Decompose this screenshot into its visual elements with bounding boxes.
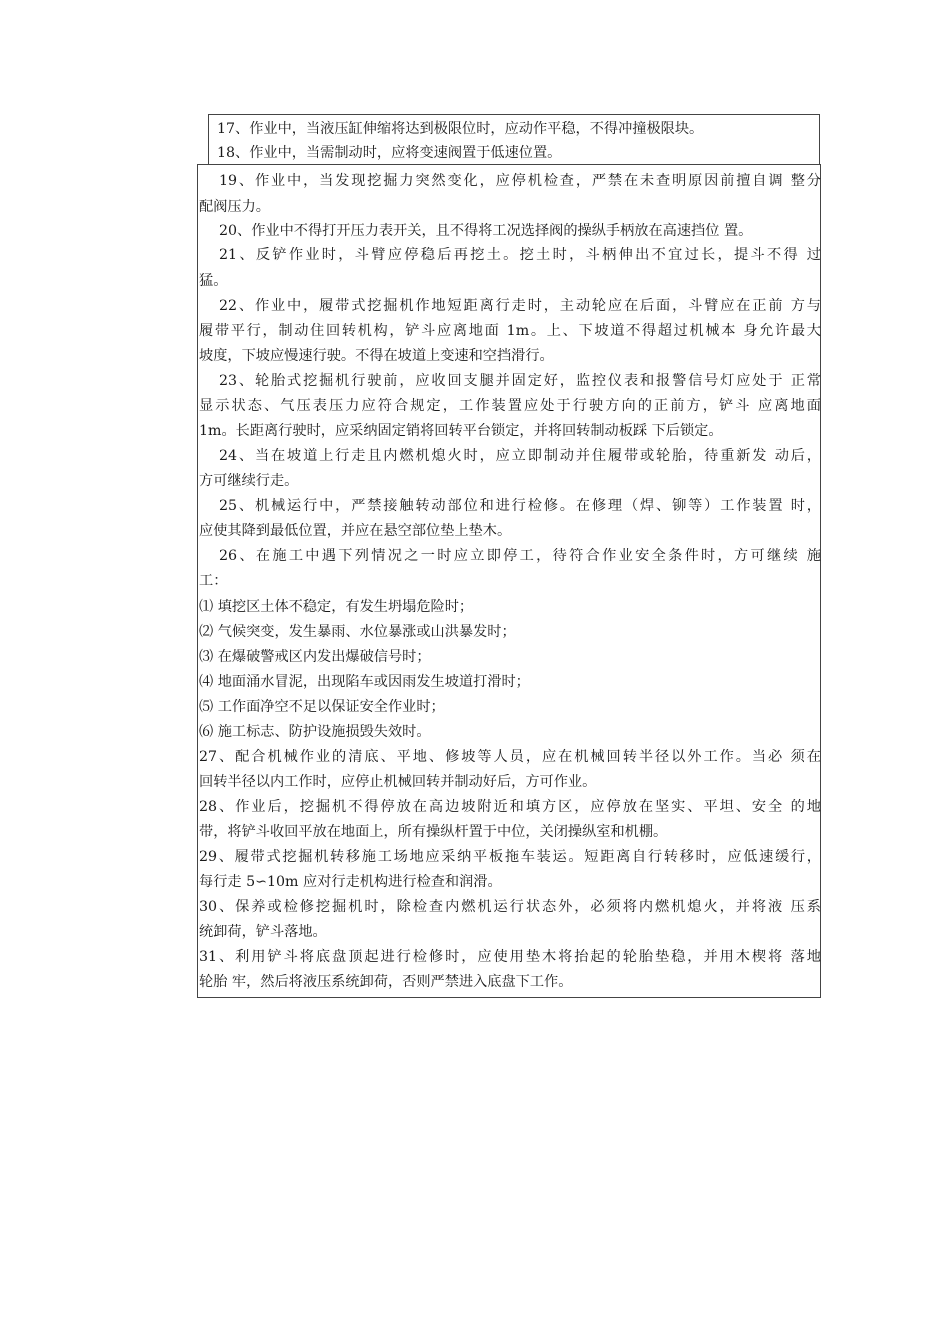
rule-line: 应使其降到最低位置，并应在悬空部位垫上垫木。: [199, 523, 512, 539]
rule-line: ⑶ 在爆破警戒区内发出爆破信号时；: [199, 649, 431, 665]
rule-line: 24、当在坡道上行走且内燃机熄火时，应立即制动并住履带或轮胎，待重新发 动后，: [219, 448, 821, 464]
rule-line: 30、保养或检修挖掘机时，除检查内燃机运行状态外，必须将内燃机熄火，并将液 压系: [199, 899, 821, 915]
rule-line: 显示状态、气压表压力应符合规定，工作装置应处于行驶方向的正前方，铲斗 应离地面: [199, 398, 821, 414]
rule-line: 履带平行，制动住回转机构，铲斗应离地面 1m。上、下坡道不得超过机械本 身允许最大: [199, 323, 821, 339]
rules-table: [197, 164, 821, 998]
rule-line: 坡度，下坡应慢速行驶。不得在坡道上变速和空挡滑行。: [199, 348, 554, 364]
rule-line: 20、作业中不得打开压力表开关，且不得将工况选择阀的操纵手柄放在高速挡位 置。: [219, 223, 753, 239]
rule-line: ⑹ 施工标志、防护设施损毁失效时。: [199, 724, 431, 740]
rule-line: 工：: [199, 573, 228, 589]
rule-line: 18、作业中，当需制动时，应将变速阀置于低速位置。: [217, 145, 562, 161]
rule-line: 26、在施工中遇下列情况之一时应立即停工，待符合作业安全条件时，方可继续 施: [219, 548, 821, 564]
rule-line: 方可继续行走。: [199, 473, 299, 489]
rule-line: ⑴ 填挖区土体不稳定，有发生坍塌危险时；: [199, 599, 474, 615]
rule-line: 21、反铲作业时，斗臂应停稳后再挖土。挖土时，斗柄伸出不宜过长，提斗不得 过: [219, 247, 821, 263]
rule-line: 29、履带式挖掘机转移施工场地应采纳平板拖车装运。短距离自行转移时，应低速缓行，: [199, 849, 821, 865]
top-rules-box: [208, 114, 820, 164]
rule-line: ⑵ 气候突变，发生暴雨、水位暴涨或山洪暴发时；: [199, 624, 516, 640]
rule-line: ⑸ 工作面净空不足以保证安全作业时；: [199, 699, 445, 715]
rule-line: 1m。长距离行驶时，应采纳固定销将回转平台锁定，并将回转制动板踩 下后锁定。: [199, 423, 723, 439]
rule-line: 统卸荷，铲斗落地。: [199, 924, 327, 940]
rule-line: 25、机械运行中，严禁接触转动部位和进行检修。在修理（焊、铆等）工作装置 时，: [219, 498, 821, 514]
rule-line: 猛。: [199, 273, 228, 289]
rule-line: 17、作业中，当液压缸伸缩将达到极限位时，应动作平稳，不得冲撞极限块。: [217, 121, 704, 137]
rule-line: 19、作业中，当发现挖掘力突然变化，应停机检查，严禁在未查明原因前擅自调 整分: [219, 173, 821, 189]
rule-line: 22、作业中，履带式挖掘机作地短距离行走时，主动轮应在后面，斗臂应在正前 方与: [219, 298, 821, 314]
rule-line: 轮胎 牢，然后将液压系统卸荷，否则严禁进入底盘下工作。: [199, 974, 573, 990]
rule-line: 23、轮胎式挖掘机行驶前，应收回支腿并固定好，监控仪表和报警信号灯应处于 正常: [219, 373, 821, 389]
rule-line: 带，将铲斗收回平放在地面上，所有操纵杆置于中位，关闭操纵室和机棚。: [199, 824, 668, 840]
rule-line: 28、作业后，挖掘机不得停放在高边坡附近和填方区，应停放在坚实、平坦、安全 的地: [199, 799, 821, 815]
rule-line: 回转半径以内工作时，应停止机械回转并制动好后，方可作业。: [199, 774, 597, 790]
rule-line: 31、利用铲斗将底盘顶起进行检修时，应使用垫木将抬起的轮胎垫稳，并用木楔将 落地: [199, 949, 821, 965]
rule-line: 每行走 5∽10m 应对行走机构进行检查和润滑。: [199, 874, 502, 890]
rule-line: ⑷ 地面涌水冒泥，出现陷车或因雨发生坡道打滑时；: [199, 674, 530, 690]
rule-line: 27、配合机械作业的清底、平地、修坡等人员，应在机械回转半径以外工作。当必 须在: [199, 749, 821, 765]
rule-line: 配阀压力。: [199, 199, 270, 215]
